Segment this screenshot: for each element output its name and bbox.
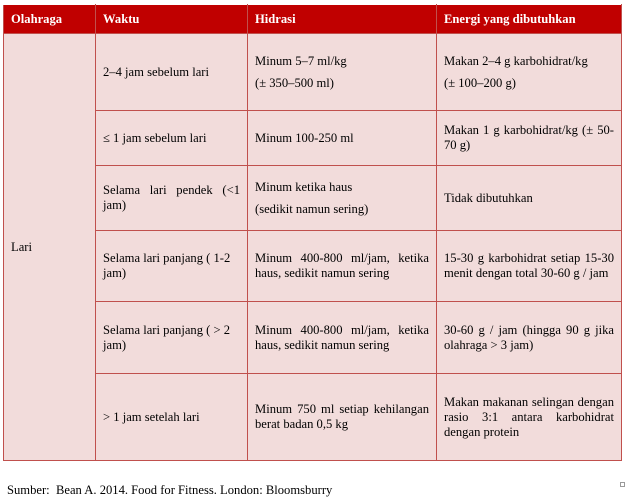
hydration-cell — [248, 34, 437, 111]
sport-cell: Lari — [4, 34, 96, 461]
energy-line: Makan 2–4 g karbohidrat/kg — [444, 53, 588, 68]
header-time: Waktu — [96, 5, 248, 34]
hydration-cell: Minum 400-800 ml/jam, ketika haus, sedikit namun sering — [248, 231, 437, 302]
source-caption: Sumber: Bean A. 2014. Food for Fitness. London: Bloomsburry — [7, 483, 333, 497]
hydration-line: Minum ketika haus — [255, 179, 353, 194]
header-sport: Olahraga — [4, 5, 96, 34]
header-energy: Energi yang dibutuhkan — [437, 5, 622, 34]
hydration-line: (sedikit namun sering) — [255, 201, 369, 216]
energy-line: (± 100–200 g) — [444, 75, 516, 90]
energy-cell: Tidak dibutuhkan — [437, 166, 622, 231]
time-cell: 2–4 jam sebelum lari — [96, 34, 248, 111]
time-cell: > 1 jam setelah lari — [96, 374, 248, 461]
time-cell: Selama lari panjang ( > 2 jam) — [96, 302, 248, 374]
table-row — [4, 111, 622, 166]
hydration-cell: Minum 400-800 ml/jam, ketika haus, sedikit namun sering — [248, 302, 437, 374]
time-cell: ≤ 1 jam sebelum lari — [96, 111, 248, 166]
table-row — [4, 374, 622, 461]
header-row — [4, 5, 622, 34]
hydration-line: (± 350–500 ml) — [255, 75, 334, 90]
energy-cell — [437, 34, 622, 111]
energy-cell: Makan makanan selingan dengan rasio 3:1 antara karbohidrat dengan protein — [437, 374, 622, 461]
table-row — [4, 34, 622, 111]
table-body — [4, 34, 622, 461]
resize-handle[interactable] — [620, 482, 625, 487]
energy-cell: 15-30 g karbohidrat setiap 15-30 menit dengan total 30-60 g / jam — [437, 231, 622, 302]
table-row — [4, 231, 622, 302]
hydration-line: Minum 5–7 ml/kg — [255, 53, 347, 68]
energy-cell: 30-60 g / jam (hingga 90 g jika olahraga > 3 jam) — [437, 302, 622, 374]
time-cell: Selama lari panjang ( 1-2 jam) — [96, 231, 248, 302]
time-cell: Selama lari pendek (<1 jam) — [96, 166, 248, 231]
energy-cell: Makan 1 g karbohidrat/kg (± 50-70 g) — [437, 111, 622, 166]
table-row — [4, 302, 622, 374]
table-row — [4, 166, 622, 231]
table-header — [4, 5, 622, 34]
hydration-cell — [248, 166, 437, 231]
hydration-cell: Minum 100-250 ml — [248, 111, 437, 166]
header-hydration: Hidrasi — [248, 5, 437, 34]
hydration-energy-table — [3, 4, 622, 461]
hydration-cell: Minum 750 ml setiap kehilangan berat badan 0,5 kg — [248, 374, 437, 461]
